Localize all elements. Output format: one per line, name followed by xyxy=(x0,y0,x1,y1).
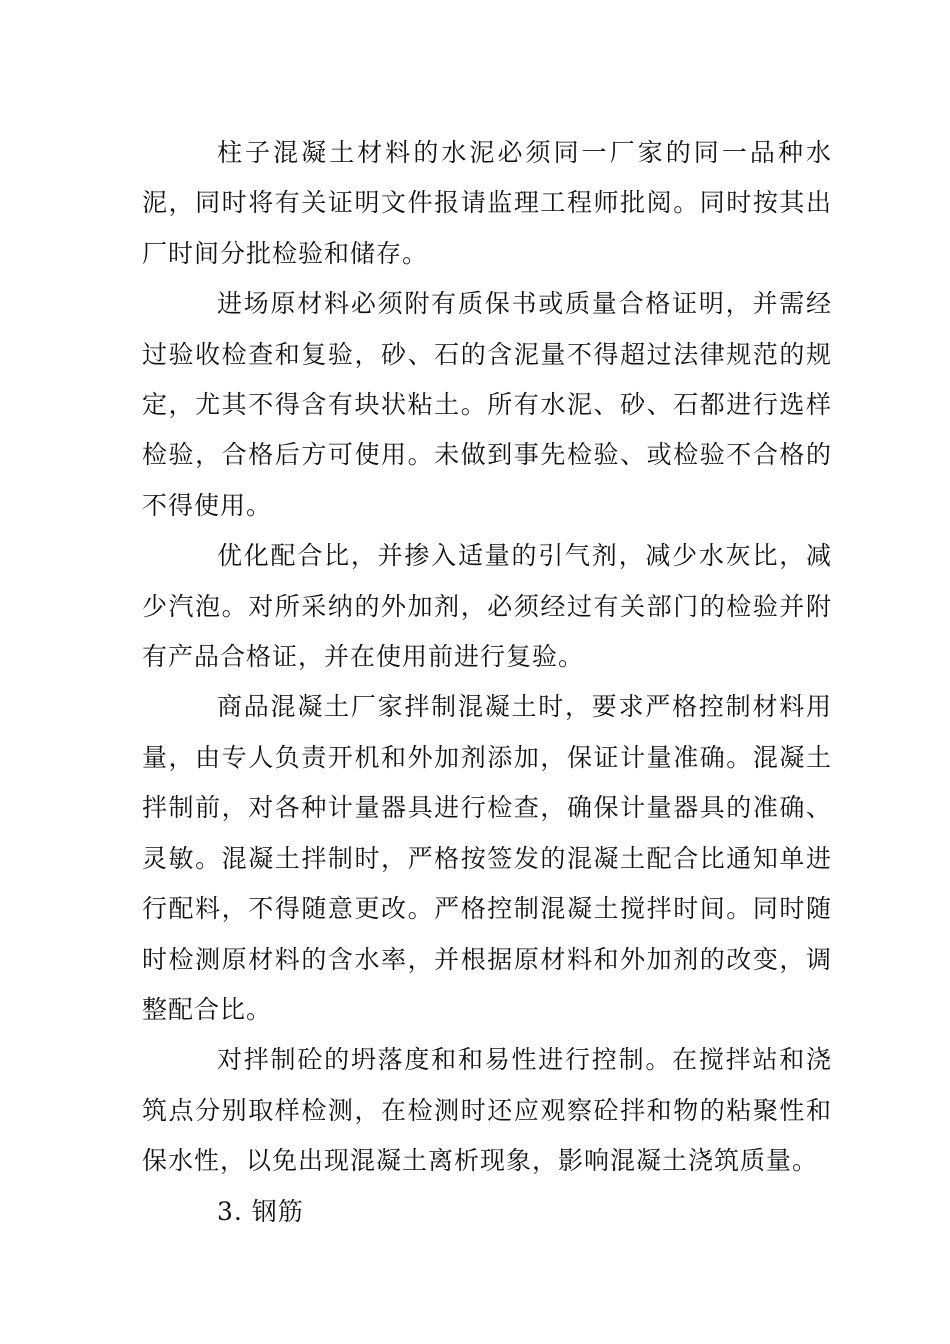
document-body xyxy=(142,128,832,1237)
paragraph-raw-material-inspection: 进场原材料必须附有质保书或质量合格证明，并需经 过验收检查和复验，砂、石的含泥量不得超过法律规范的规定，尤其不得含有块状粘土。所有水泥、砂、石都进行选样检验，合格后方可使用。未做到事先检验、或检验不合格的不得使用。 xyxy=(142,289,832,520)
paragraph-mix-optimization: 优化配合比，并掺入适量的引气剂，减少水灰比，减 少汽泡。对所采纳的外加剂，必须经过有关部门的检验并附 有产品合格证，并在使用前进行复验。 xyxy=(142,541,832,672)
section-heading-rebar: 3. 钢筋 xyxy=(217,1196,304,1226)
paragraph-slump-control: 对拌制砼的坍落度和和易性进行控制。在搅拌站和浇 筑点分别取样检测，在检测时还应观察砼拌和物的粘聚性和 保水性，以免出现混凝土离析现象，影响混凝土浇筑质量。 xyxy=(142,1045,832,1176)
paragraph-cement-supply: 柱子混凝土材料的水泥必须同一厂家的同一品种水 泥，同时将有关证明文件报请监理工程师批阅。同时按其出 厂时间分批检验和储存。 xyxy=(142,138,832,268)
paragraph-concrete-mixing-control: 商品混凝土厂家拌制混凝土时，要求严格控制材料用量，由专人负责开机和外加剂添加，保证计量准确。混凝土 拌制前，对各种计量器具进行检查，确保计量器具的准确、 灵敏。混凝土拌制时，严格按签发的混凝土配合比通知单进 行配料，不得随意更改。严格控制混凝土搅拌时间。同时随 时检测原材料的含水率，并根据原材料和外加剂的改变，调 整配合比。 xyxy=(142,692,832,1024)
